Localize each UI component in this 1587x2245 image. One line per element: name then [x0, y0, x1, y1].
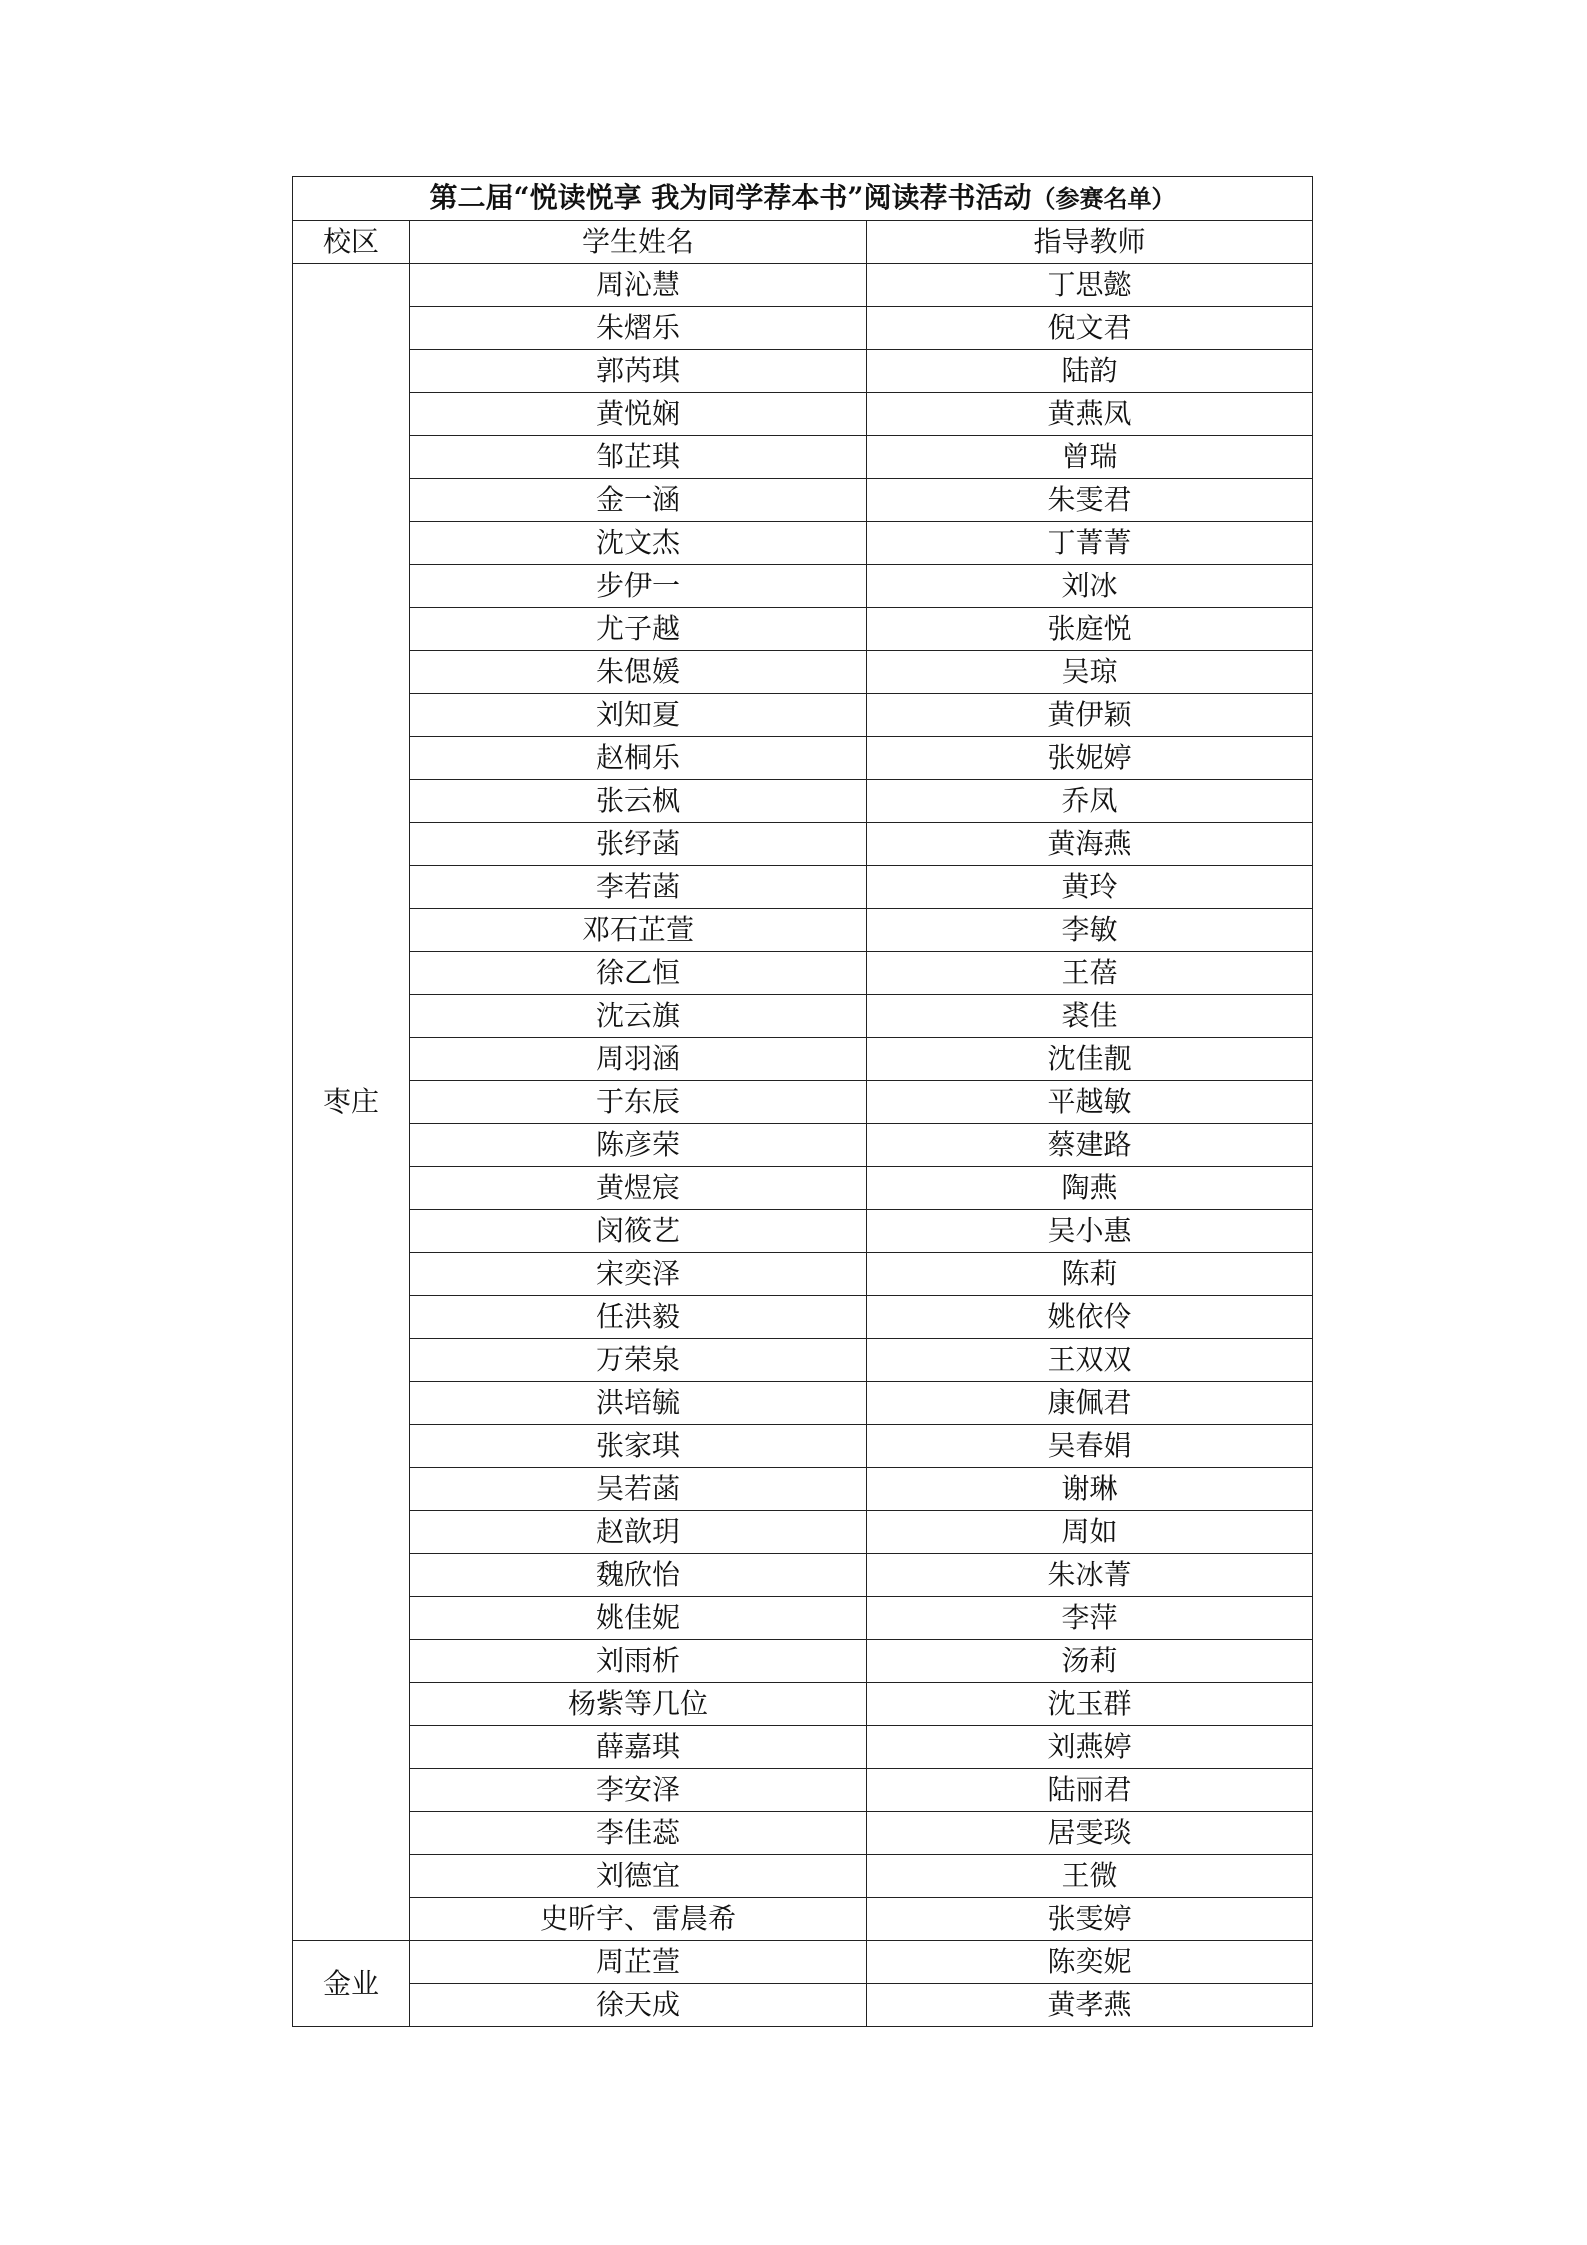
student-name-cell: 张家琪 — [410, 1425, 867, 1468]
student-name-cell: 任洪毅 — [410, 1296, 867, 1339]
student-name-cell: 于东辰 — [410, 1081, 867, 1124]
table-row — [293, 1640, 1313, 1683]
table-row — [293, 1339, 1313, 1382]
table-row — [293, 995, 1313, 1038]
table-row — [293, 522, 1313, 565]
student-name-cell: 周羽涵 — [410, 1038, 867, 1081]
table-row — [293, 1898, 1313, 1941]
student-name-cell: 闵筱艺 — [410, 1210, 867, 1253]
student-name-cell: 吴若菡 — [410, 1468, 867, 1511]
teacher-name-cell: 刘冰 — [867, 565, 1313, 608]
student-name-cell: 郭芮琪 — [410, 350, 867, 393]
student-name-cell: 李若菡 — [410, 866, 867, 909]
teacher-name-cell: 陆韵 — [867, 350, 1313, 393]
roster-body — [293, 264, 1313, 2027]
table-row — [293, 1511, 1313, 1554]
teacher-name-cell: 汤莉 — [867, 1640, 1313, 1683]
teacher-name-cell: 丁思懿 — [867, 264, 1313, 307]
table-row — [293, 479, 1313, 522]
teacher-name-cell: 吴春娟 — [867, 1425, 1313, 1468]
campus-cell: 枣庄 — [293, 264, 410, 1941]
teacher-name-cell: 刘燕婷 — [867, 1726, 1313, 1769]
table-row — [293, 780, 1313, 823]
teacher-name-cell: 丁菁菁 — [867, 522, 1313, 565]
table-row — [293, 909, 1313, 952]
header-row — [293, 221, 1313, 264]
table-row — [293, 1941, 1313, 1984]
teacher-name-cell: 倪文君 — [867, 307, 1313, 350]
teacher-name-cell: 居雯琰 — [867, 1812, 1313, 1855]
student-name-cell: 魏欣怡 — [410, 1554, 867, 1597]
teacher-name-cell: 裘佳 — [867, 995, 1313, 1038]
table-row — [293, 866, 1313, 909]
roster-table — [292, 176, 1313, 2027]
teacher-name-cell: 王双双 — [867, 1339, 1313, 1382]
student-name-cell: 史昕宇、雷晨希 — [410, 1898, 867, 1941]
teacher-name-cell: 黄海燕 — [867, 823, 1313, 866]
table-row — [293, 565, 1313, 608]
table-row — [293, 1425, 1313, 1468]
table-row — [293, 1812, 1313, 1855]
teacher-name-cell: 张雯婷 — [867, 1898, 1313, 1941]
teacher-name-cell: 周如 — [867, 1511, 1313, 1554]
student-name-cell: 洪培毓 — [410, 1382, 867, 1425]
table-row — [293, 651, 1313, 694]
student-name-cell: 刘知夏 — [410, 694, 867, 737]
table-row — [293, 1554, 1313, 1597]
student-name-cell: 黄煜宸 — [410, 1167, 867, 1210]
student-name-cell: 李佳蕊 — [410, 1812, 867, 1855]
student-name-cell: 刘雨析 — [410, 1640, 867, 1683]
teacher-name-cell: 姚依伶 — [867, 1296, 1313, 1339]
student-name-cell: 周沁慧 — [410, 264, 867, 307]
student-name-cell: 宋奕泽 — [410, 1253, 867, 1296]
table-row — [293, 737, 1313, 780]
student-name-cell: 赵桐乐 — [410, 737, 867, 780]
table-title — [293, 177, 1313, 221]
title-row — [293, 177, 1313, 221]
title-note: （参赛名单） — [1031, 184, 1176, 213]
teacher-name-cell: 陈莉 — [867, 1253, 1313, 1296]
teacher-name-cell: 康佩君 — [867, 1382, 1313, 1425]
table-row — [293, 1253, 1313, 1296]
teacher-name-cell: 李敏 — [867, 909, 1313, 952]
header-campus: 校区 — [293, 221, 410, 264]
student-name-cell: 李安泽 — [410, 1769, 867, 1812]
student-name-cell: 杨紫等几位 — [410, 1683, 867, 1726]
header-student: 学生姓名 — [410, 221, 867, 264]
teacher-name-cell: 陶燕 — [867, 1167, 1313, 1210]
student-name-cell: 金一涵 — [410, 479, 867, 522]
student-name-cell: 刘德宜 — [410, 1855, 867, 1898]
teacher-name-cell: 黄伊颖 — [867, 694, 1313, 737]
table-row — [293, 1081, 1313, 1124]
table-row — [293, 952, 1313, 995]
teacher-name-cell: 沈玉群 — [867, 1683, 1313, 1726]
student-name-cell: 朱熠乐 — [410, 307, 867, 350]
table-row — [293, 1124, 1313, 1167]
table-row — [293, 307, 1313, 350]
teacher-name-cell: 陆丽君 — [867, 1769, 1313, 1812]
student-name-cell: 薛嘉琪 — [410, 1726, 867, 1769]
student-name-cell: 周芷萱 — [410, 1941, 867, 1984]
table-row — [293, 1597, 1313, 1640]
table-row — [293, 1296, 1313, 1339]
student-name-cell: 姚佳妮 — [410, 1597, 867, 1640]
table-row — [293, 393, 1313, 436]
table-row — [293, 350, 1313, 393]
teacher-name-cell: 王微 — [867, 1855, 1313, 1898]
table-row — [293, 1038, 1313, 1081]
title-main: 第二届“悦读悦享 我为同学荐本书”阅读荐书活动 — [429, 181, 1032, 214]
table-row — [293, 1683, 1313, 1726]
teacher-name-cell: 平越敏 — [867, 1081, 1313, 1124]
teacher-name-cell: 陈奕妮 — [867, 1941, 1313, 1984]
student-name-cell: 黄悦娴 — [410, 393, 867, 436]
teacher-name-cell: 黄玲 — [867, 866, 1313, 909]
student-name-cell: 徐乙恒 — [410, 952, 867, 995]
table-row — [293, 1855, 1313, 1898]
teacher-name-cell: 曾瑞 — [867, 436, 1313, 479]
teacher-name-cell: 张庭悦 — [867, 608, 1313, 651]
teacher-name-cell: 朱冰菁 — [867, 1554, 1313, 1597]
table-row — [293, 1984, 1313, 2027]
student-name-cell: 赵歆玥 — [410, 1511, 867, 1554]
student-name-cell: 步伊一 — [410, 565, 867, 608]
table-row — [293, 694, 1313, 737]
student-name-cell: 邓石芷萱 — [410, 909, 867, 952]
teacher-name-cell: 王蓓 — [867, 952, 1313, 995]
table-row — [293, 1382, 1313, 1425]
student-name-cell: 陈彦荣 — [410, 1124, 867, 1167]
teacher-name-cell: 朱雯君 — [867, 479, 1313, 522]
table-row — [293, 1210, 1313, 1253]
table-row — [293, 264, 1313, 307]
teacher-name-cell: 乔凤 — [867, 780, 1313, 823]
teacher-name-cell: 黄孝燕 — [867, 1984, 1313, 2027]
teacher-name-cell: 黄燕凤 — [867, 393, 1313, 436]
student-name-cell: 张纾菡 — [410, 823, 867, 866]
table-row — [293, 1468, 1313, 1511]
teacher-name-cell: 吴小惠 — [867, 1210, 1313, 1253]
student-name-cell: 尤子越 — [410, 608, 867, 651]
teacher-name-cell: 谢琳 — [867, 1468, 1313, 1511]
student-name-cell: 万荣泉 — [410, 1339, 867, 1382]
table-row — [293, 1769, 1313, 1812]
teacher-name-cell: 李萍 — [867, 1597, 1313, 1640]
teacher-name-cell: 张妮婷 — [867, 737, 1313, 780]
student-name-cell: 张云枫 — [410, 780, 867, 823]
teacher-name-cell: 蔡建路 — [867, 1124, 1313, 1167]
table-row — [293, 436, 1313, 479]
table-row — [293, 608, 1313, 651]
table-row — [293, 1167, 1313, 1210]
teacher-name-cell: 吴琼 — [867, 651, 1313, 694]
student-name-cell: 沈文杰 — [410, 522, 867, 565]
teacher-name-cell: 沈佳靓 — [867, 1038, 1313, 1081]
student-name-cell: 邹芷琪 — [410, 436, 867, 479]
table-row — [293, 823, 1313, 866]
student-name-cell: 朱偲媛 — [410, 651, 867, 694]
campus-cell: 金业 — [293, 1941, 410, 2027]
header-teacher: 指导教师 — [867, 221, 1313, 264]
student-name-cell: 沈云旗 — [410, 995, 867, 1038]
table-row — [293, 1726, 1313, 1769]
student-name-cell: 徐天成 — [410, 1984, 867, 2027]
